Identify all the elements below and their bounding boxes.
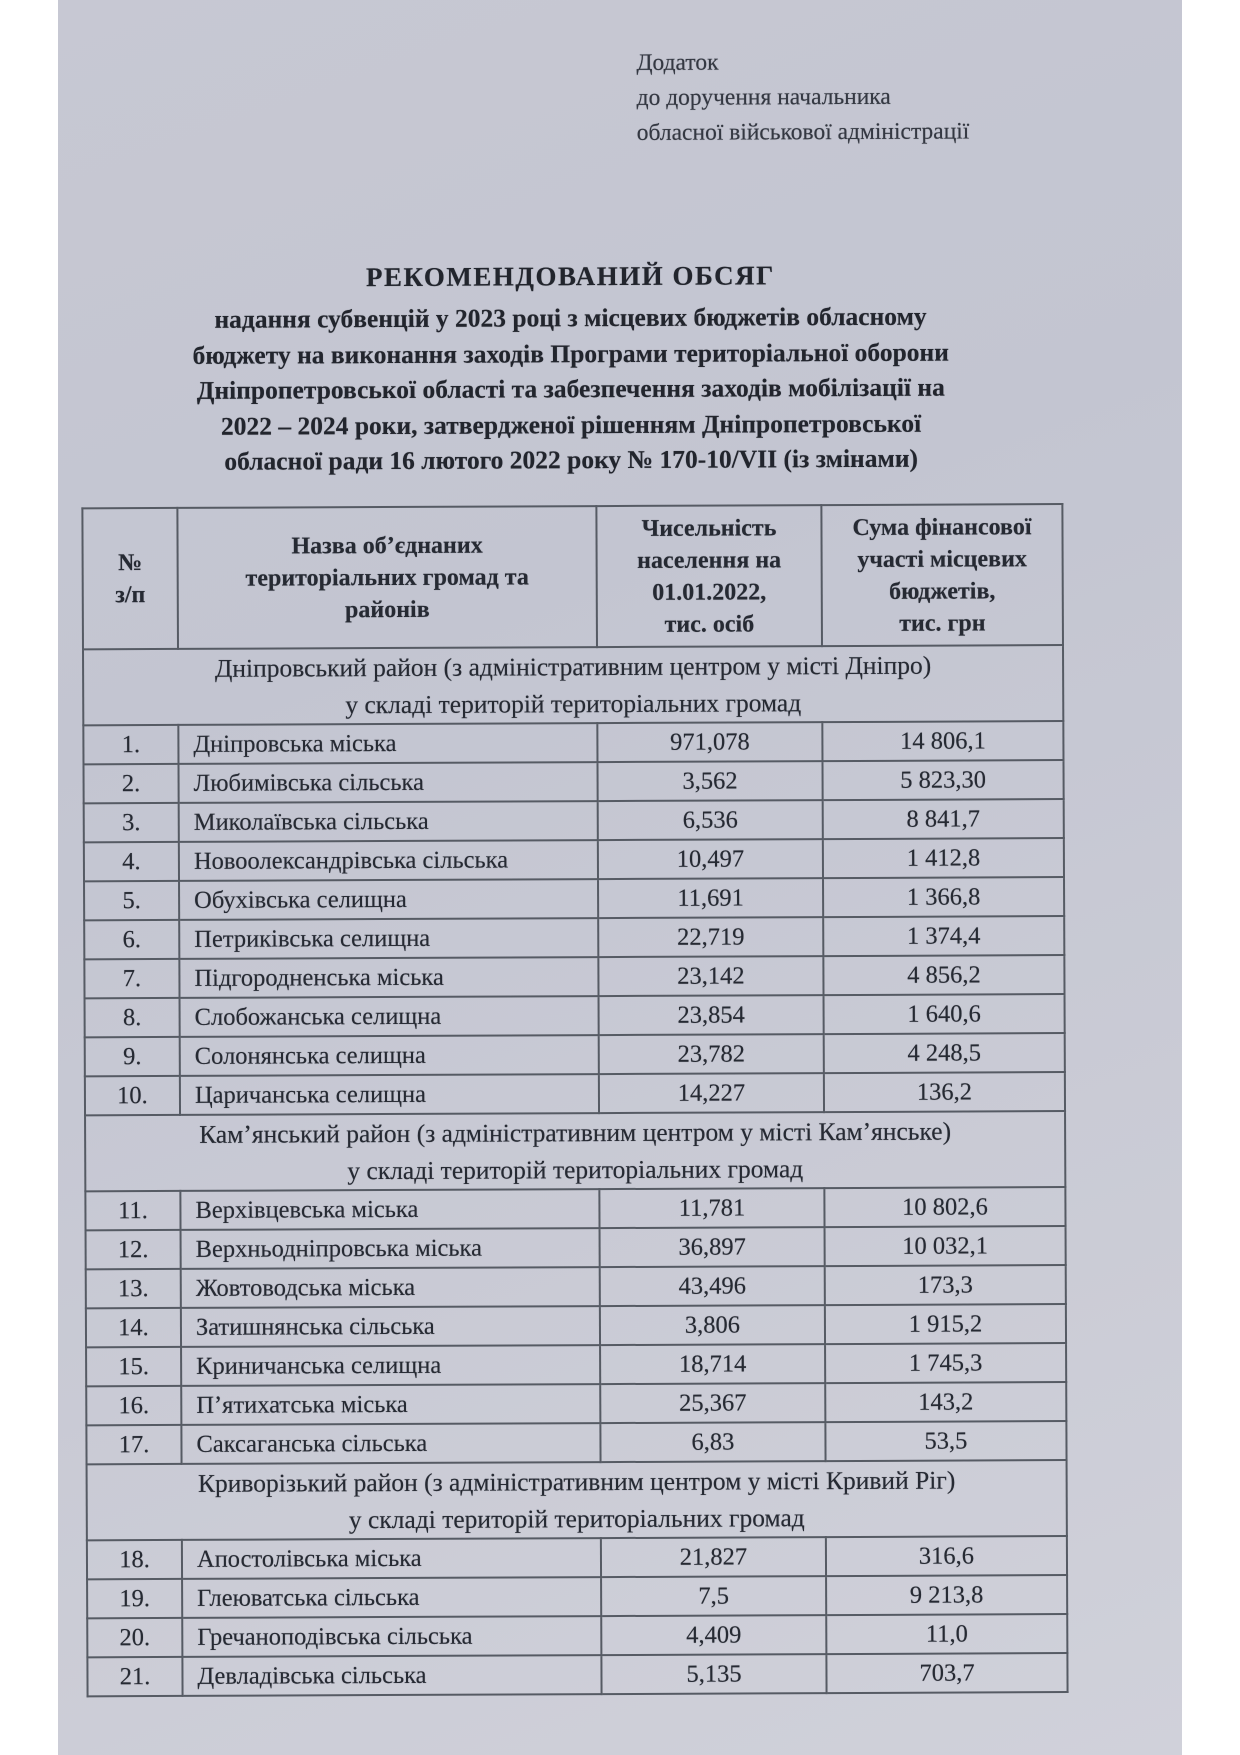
cell-name: Новоолександрівська сільська <box>179 840 598 881</box>
cell-sum: 8 841,7 <box>823 799 1064 839</box>
cell-pop: 971,078 <box>597 722 822 762</box>
title-line: бюджету на виконання заходів Програми територіальної оборони <box>192 337 949 370</box>
cell-name: Царичанська селищна <box>180 1074 599 1115</box>
cell-pop: 7,5 <box>601 1576 826 1616</box>
cell-num: 8. <box>85 998 180 1037</box>
title-heading: РЕКОМЕНДОВАНИЙ ОБСЯГ <box>365 260 775 293</box>
title-line: надання субвенцій у 2023 році з місцевих бюджетів обласному <box>214 301 927 334</box>
cell-num: 20. <box>87 1618 182 1657</box>
cell-num: 19. <box>87 1579 182 1618</box>
table-row <box>87 1536 1067 1579</box>
annotation-line: до доручення начальника <box>636 83 891 111</box>
scanned-document-photo <box>58 0 1182 1755</box>
cell-pop: 22,719 <box>598 917 823 957</box>
section-header-row <box>85 1111 1065 1191</box>
section-title: Дніпровський район (з адміністративним центром у місті Дніпро) у складі територій територіальних громад <box>83 645 1063 725</box>
cell-pop: 6,83 <box>600 1422 825 1462</box>
cell-sum: 316,6 <box>826 1536 1067 1576</box>
cell-pop: 21,827 <box>601 1537 826 1577</box>
title-line: Дніпропетровської області та забезпечення заходів мобілізації на <box>196 372 945 405</box>
cell-pop: 5,135 <box>601 1654 826 1694</box>
appendix-annotation <box>636 44 969 150</box>
table-row <box>86 1226 1066 1269</box>
table-row <box>86 1421 1066 1464</box>
cell-sum: 1 366,8 <box>823 877 1064 917</box>
cell-name: П’ятихатська міська <box>181 1384 600 1425</box>
cell-sum: 4 856,2 <box>823 955 1064 995</box>
table-row <box>85 994 1065 1037</box>
subvention-table <box>81 503 1068 1697</box>
cell-num: 2. <box>84 764 179 803</box>
cell-name: Затишнянська сільська <box>181 1306 600 1347</box>
cell-sum: 1 640,6 <box>824 994 1065 1034</box>
cell-sum: 703,7 <box>826 1653 1067 1693</box>
cell-num: 1. <box>83 725 178 764</box>
table-header-row <box>82 504 1063 649</box>
cell-name: Верхньодніпровська міська <box>181 1228 600 1269</box>
cell-name: Апостолівська міська <box>182 1538 601 1579</box>
cell-pop: 6,536 <box>598 800 823 840</box>
cell-pop: 36,897 <box>600 1227 825 1267</box>
cell-num: 11. <box>85 1191 180 1230</box>
title-line: обласної ради 16 лютого 2022 року № 170-10/VII (із змінами) <box>224 443 919 476</box>
cell-sum: 4 248,5 <box>824 1033 1065 1073</box>
cell-name: Криничанська селищна <box>181 1345 600 1386</box>
cell-num: 9. <box>85 1037 180 1076</box>
cell-name: Глеюватська сільська <box>182 1577 601 1618</box>
table-row <box>87 1653 1067 1696</box>
table-row <box>87 1575 1067 1618</box>
annotation-line: обласної військової адміністрації <box>636 118 970 146</box>
table-body <box>83 645 1068 1696</box>
cell-num: 3. <box>84 803 179 842</box>
cell-num: 21. <box>87 1657 182 1696</box>
cell-sum: 14 806,1 <box>822 721 1063 761</box>
cell-pop: 25,367 <box>600 1383 825 1423</box>
cell-pop: 14,227 <box>599 1073 824 1113</box>
table-row <box>85 1072 1065 1115</box>
header-num: № з/п <box>82 508 178 649</box>
cell-sum: 173,3 <box>825 1265 1066 1305</box>
cell-sum: 53,5 <box>825 1421 1066 1461</box>
cell-sum: 9 213,8 <box>826 1575 1067 1615</box>
cell-pop: 23,142 <box>598 956 823 996</box>
cell-sum: 10 802,6 <box>824 1187 1065 1227</box>
title-line: 2022 – 2024 роки, затвердженої рішенням Дніпропетровської <box>220 408 922 441</box>
table-row <box>86 1265 1066 1308</box>
table-row <box>84 916 1064 959</box>
table-row <box>85 1033 1065 1076</box>
cell-num: 18. <box>87 1540 182 1579</box>
cell-name: Жовтоводська міська <box>181 1267 600 1308</box>
section-header-row <box>83 645 1063 725</box>
cell-num: 6. <box>84 920 179 959</box>
cell-name: Верхівцевська міська <box>180 1189 599 1230</box>
cell-name: Миколаївська сільська <box>179 801 598 842</box>
cell-name: Девладівська сільська <box>182 1655 601 1696</box>
cell-name: Гречаноподівська сільська <box>182 1616 601 1657</box>
table-row <box>84 955 1064 998</box>
cell-num: 13. <box>86 1269 181 1308</box>
document-title <box>80 256 1061 480</box>
cell-sum: 10 032,1 <box>825 1226 1066 1266</box>
cell-pop: 23,854 <box>599 995 824 1035</box>
cell-pop: 11,781 <box>599 1188 824 1228</box>
cell-sum: 143,2 <box>825 1382 1066 1422</box>
cell-sum: 1 915,2 <box>825 1304 1066 1344</box>
section-title: Криворізький район (з адміністративним центром у місті Кривий Ріг) у складі територій територіальних громад <box>87 1460 1067 1540</box>
cell-pop: 4,409 <box>601 1615 826 1655</box>
table-row <box>84 838 1064 881</box>
cell-name: Солонянська селищна <box>180 1035 599 1076</box>
cell-name: Любимівська сільська <box>179 762 598 803</box>
cell-name: Дніпровська міська <box>178 723 597 764</box>
cell-sum: 1 412,8 <box>823 838 1064 878</box>
annotation-line: Додаток <box>636 49 719 76</box>
cell-sum: 5 823,30 <box>822 760 1063 800</box>
cell-num: 4. <box>84 842 179 881</box>
cell-num: 12. <box>86 1230 181 1269</box>
cell-num: 16. <box>86 1386 181 1425</box>
cell-num: 7. <box>84 959 179 998</box>
cell-sum: 1 374,4 <box>823 916 1064 956</box>
cell-sum: 1 745,3 <box>825 1343 1066 1383</box>
cell-sum: 11,0 <box>826 1614 1067 1654</box>
cell-pop: 18,714 <box>600 1344 825 1384</box>
cell-name: Обухівська селищна <box>179 879 598 920</box>
cell-pop: 10,497 <box>598 839 823 879</box>
cell-name: Саксаганська сільська <box>181 1423 600 1464</box>
cell-num: 15. <box>86 1347 181 1386</box>
cell-name: Петриківська селищна <box>179 918 598 959</box>
table-row <box>86 1343 1066 1386</box>
cell-pop: 23,782 <box>599 1034 824 1074</box>
cell-name: Підгородненська міська <box>179 957 598 998</box>
section-header-row <box>87 1460 1067 1540</box>
cell-sum: 136,2 <box>824 1072 1065 1112</box>
table-row <box>86 1304 1066 1347</box>
table-row <box>83 721 1063 764</box>
table-row <box>86 1382 1066 1425</box>
cell-num: 17. <box>86 1425 181 1464</box>
table-row <box>84 760 1064 803</box>
header-sum: Сума фінансової участі місцевих бюджетів, тис. грн <box>821 504 1063 646</box>
cell-num: 5. <box>84 881 179 920</box>
cell-pop: 43,496 <box>600 1266 825 1306</box>
cell-pop: 3,806 <box>600 1305 825 1345</box>
table-row <box>87 1614 1067 1657</box>
document-content <box>58 0 1182 1755</box>
cell-pop: 11,691 <box>598 878 823 918</box>
header-name: Назва об’єднаних територіальних громад та районів <box>177 506 597 649</box>
table-row <box>84 799 1064 842</box>
section-title: Кам’янський район (з адміністративним центром у місті Кам’янське) у складі територій територіальних громад <box>85 1111 1065 1191</box>
cell-num: 10. <box>85 1076 180 1115</box>
cell-name: Слобожанська селищна <box>180 996 599 1037</box>
header-population: Чисельність населення на 01.01.2022, тис. осіб <box>596 505 822 647</box>
table-row <box>85 1187 1065 1230</box>
cell-num: 14. <box>86 1308 181 1347</box>
cell-pop: 3,562 <box>597 761 822 801</box>
table-row <box>84 877 1064 920</box>
